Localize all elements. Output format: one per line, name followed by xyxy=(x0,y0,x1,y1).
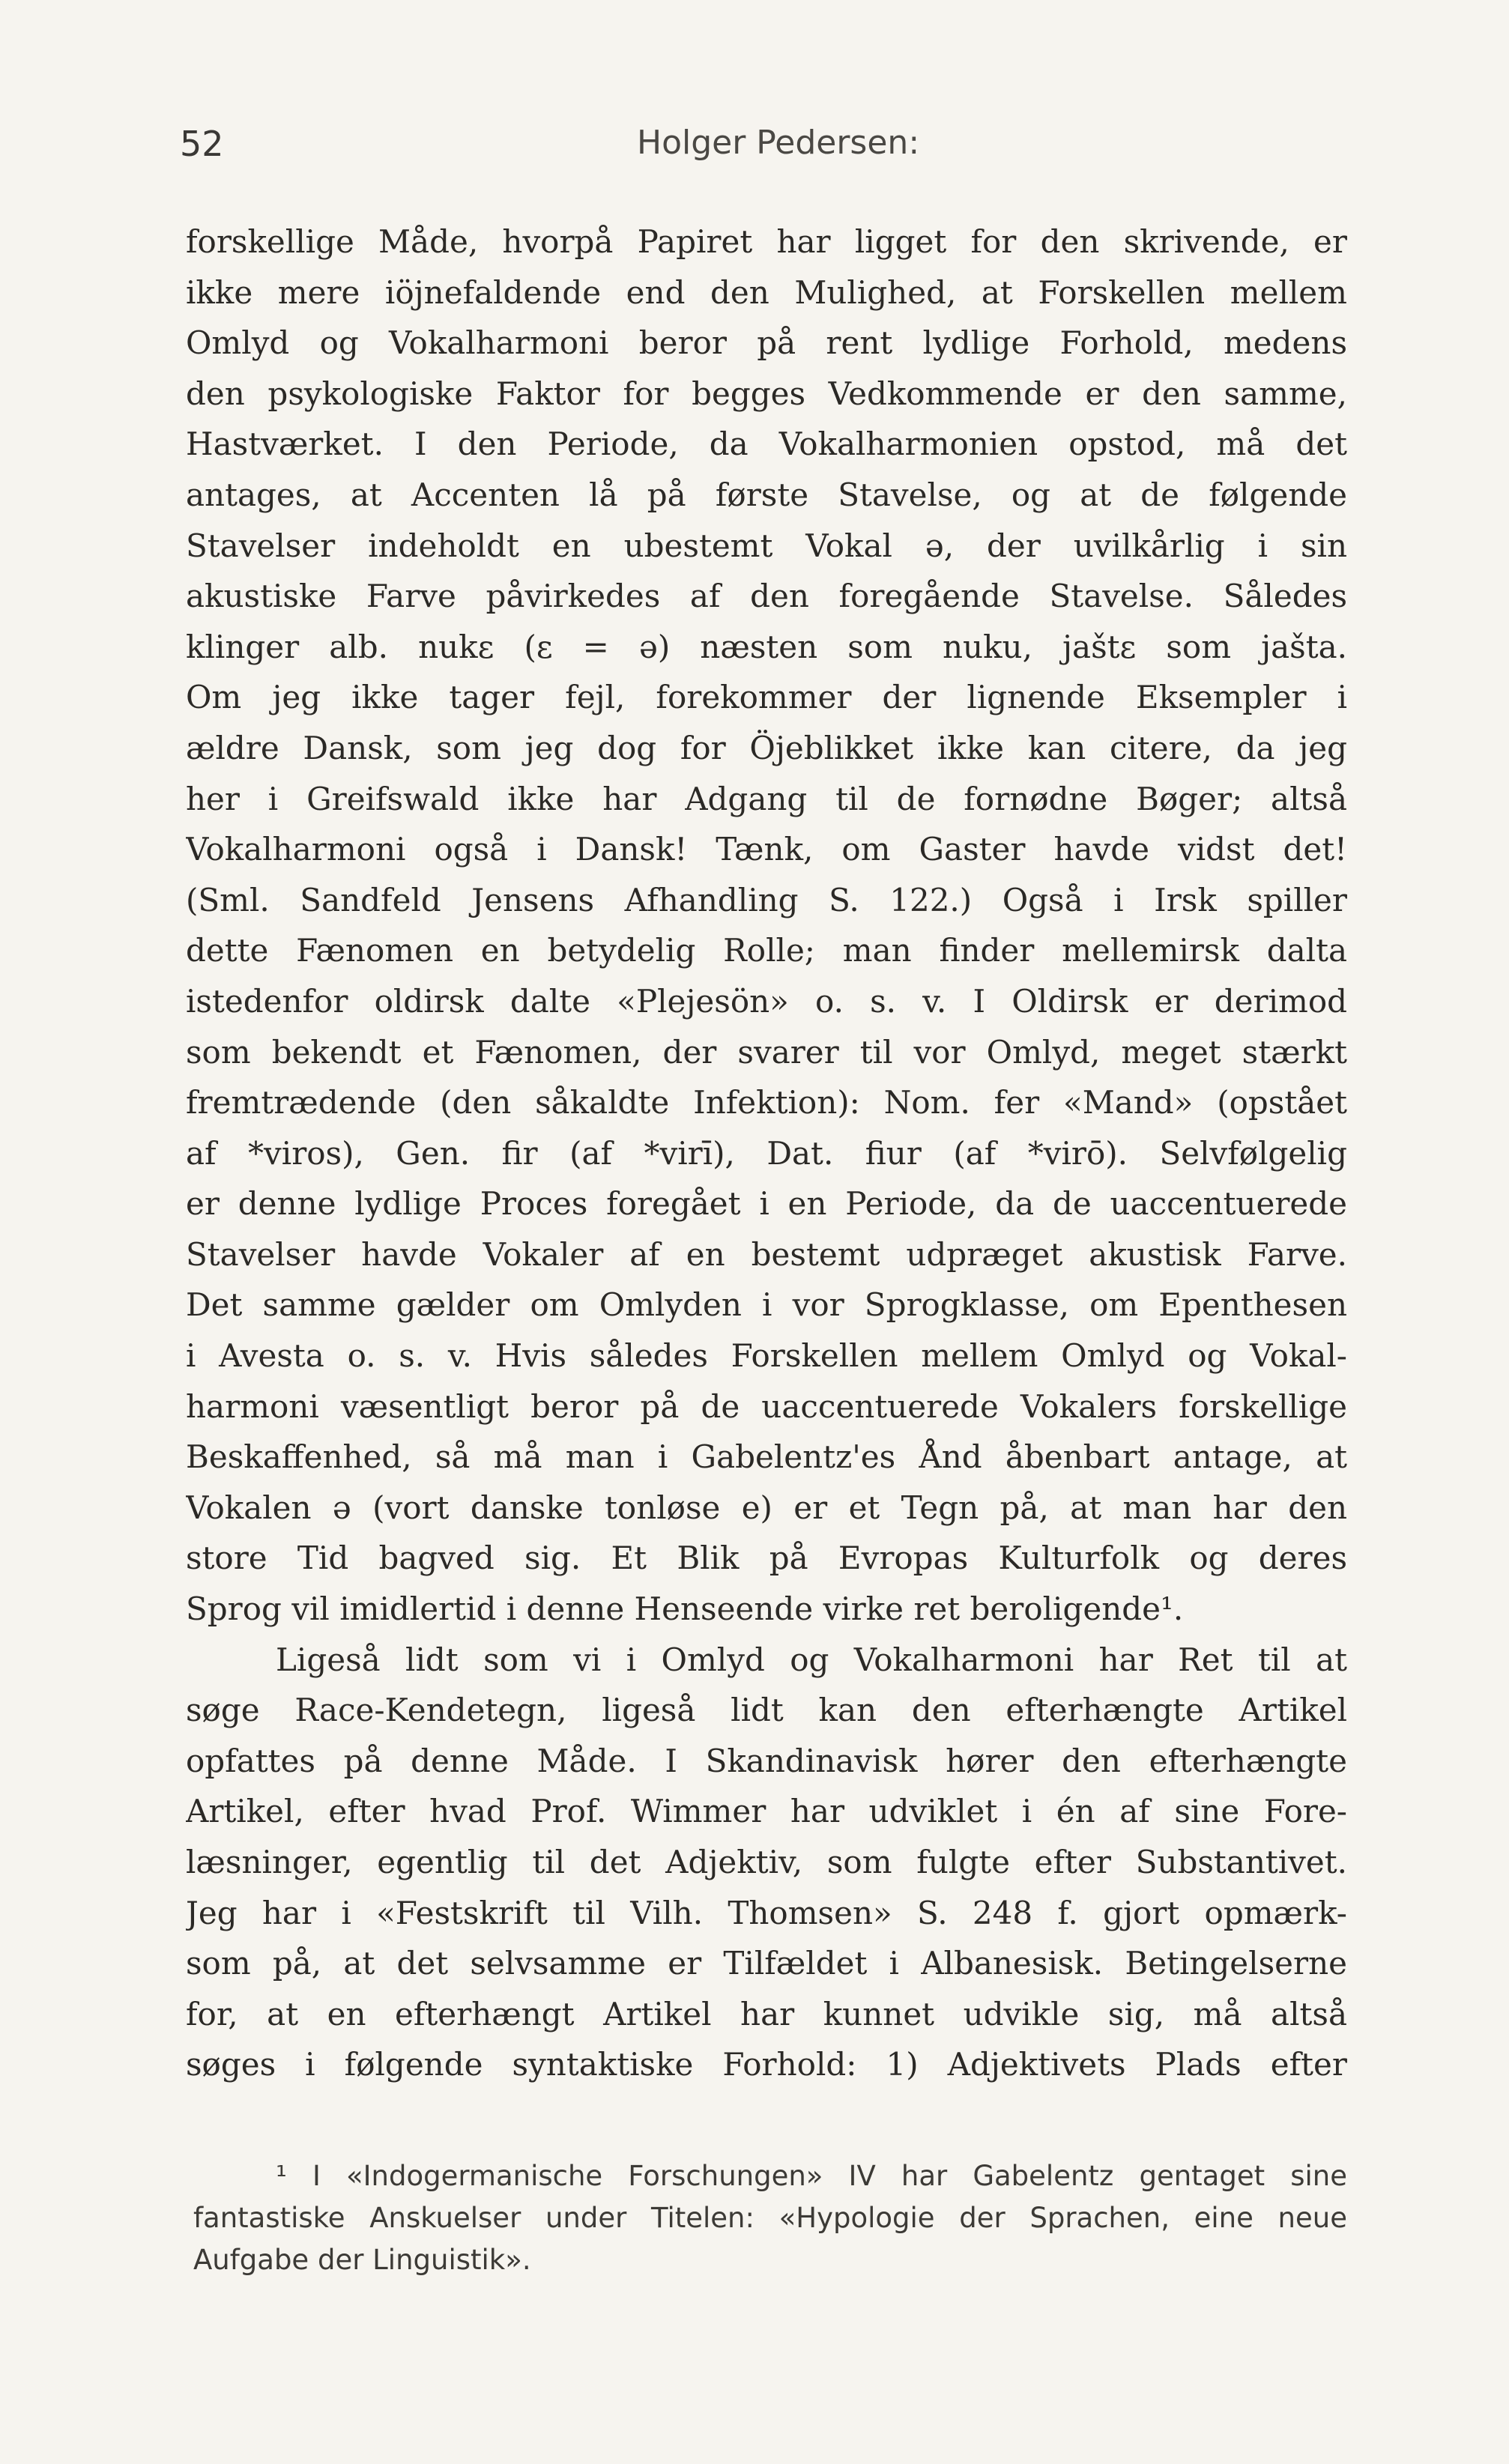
paragraph-end-line: Sprog vil imidlertid i denne Henseende virke ret beroligende¹. xyxy=(186,1590,1184,1628)
text-line: af *viros), Gen. fir (af *virī), Dat. fiur (af *virō). Selvfølgelig xyxy=(186,1134,1347,1172)
text-line: søges i følgende syntaktiske Forhold: 1) Adjektivets Plads efter xyxy=(186,2046,1347,2083)
paragraph-start-line: Ligeså lidt som vi i Omlyd og Vokalharmoni har Ret til at xyxy=(276,1641,1347,1678)
text-line: (Sml. Sandfeld Jensens Afhandling S. 122.) Også i Irsk spiller xyxy=(186,881,1347,918)
body-text xyxy=(186,217,1347,2090)
footnote-separator xyxy=(186,2126,1347,2127)
text-line: Det samme gælder om Omlyden i vor Sprogklasse, om Epenthesen xyxy=(186,1286,1347,1324)
footnote xyxy=(193,2155,1347,2281)
text-line: Jeg har i «Festskrift til Vilh. Thomsen» S. 248 f. gjort opmærk- xyxy=(186,1894,1347,1931)
text-line: antages, at Accenten lå på første Stavelse, og at de følgende xyxy=(186,476,1347,513)
text-line: søge Race-Kendetegn, ligeså lidt kan den efterhængte Artikel xyxy=(186,1692,1347,1729)
page-header xyxy=(0,124,1509,176)
text-line: istedenfor oldirsk dalte «Plejesön» o. s. v. I Oldirsk er derimod xyxy=(186,982,1347,1020)
text-line: her i Greifswald ikke har Adgang til de fornødne Bøger; altså xyxy=(186,780,1347,817)
text-line: forskellige Måde, hvorpå Papiret har ligget for den skrivende, er xyxy=(186,223,1347,260)
text-line: Beskaffenhed, så må man i Gabelentz'es Ånd åbenbart antage, at xyxy=(186,1438,1347,1476)
text-line: den psykologiske Faktor for begges Vedkommende er den samme, xyxy=(186,375,1347,412)
text-line: er denne lydlige Proces foregået i en Periode, da de uaccentuerede xyxy=(186,1185,1347,1223)
text-line: for, at en efterhængt Artikel har kunnet udvikle sig, må altså xyxy=(186,1995,1347,2032)
text-line: Omlyd og Vokalharmoni beror på rent lydlige Forhold, medens xyxy=(186,324,1347,362)
text-line: Stavelser havde Vokaler af en bestemt udpræget akustisk Farve. xyxy=(186,1235,1347,1273)
running-head: Holger Pedersen: xyxy=(637,124,920,162)
text-line: Artikel, efter hvad Prof. Wimmer har udviklet i én af sine Fore- xyxy=(186,1793,1347,1830)
text-line: ældre Dansk, som jeg dog for Öjeblikket ikke kan citere, da jeg xyxy=(186,729,1347,766)
text-line: store Tid bagved sig. Et Blik på Evropas Kulturfolk og deres xyxy=(186,1540,1347,1577)
footnote-line: fantastiske Anskuelser under Titelen: «Hypologie der Sprachen, eine neue xyxy=(193,2202,1347,2234)
text-line: dette Fænomen en betydelig Rolle; man finder mellemirsk dalta xyxy=(186,932,1347,969)
text-line: akustiske Farve påvirkedes af den foregående Stavelse. Således xyxy=(186,578,1347,615)
text-line: opfattes på denne Måde. I Skandinavisk hører den efterhængte xyxy=(186,1742,1347,1779)
page-number: 52 xyxy=(180,124,224,164)
text-line: klinger alb. nukε (ε = ə) næsten som nuku, jaštε som jašta. xyxy=(186,628,1347,665)
text-line: som på, at det selvsamme er Tilfældet i Albanesisk. Betingelserne xyxy=(186,1945,1347,1982)
text-line: harmoni væsentligt beror på de uaccentuerede Vokalers forskellige xyxy=(186,1387,1347,1425)
text-line: fremtrædende (den såkaldte Infektion): Nom. fer «Mand» (opstået xyxy=(186,1084,1347,1121)
text-line: Vokalharmoni også i Dansk! Tænk, om Gaster havde vidst det! xyxy=(186,831,1347,868)
text-line: Stavelser indeholdt en ubestemt Vokal ə, der uvilkårlig i sin xyxy=(186,527,1347,564)
footnote-line: Aufgabe der Linguistik». xyxy=(193,2244,531,2276)
text-line: Om jeg ikke tager fejl, forekommer der lignende Eksempler i xyxy=(186,679,1347,716)
text-line: læsninger, egentlig til det Adjektiv, som fulgte efter Substantivet. xyxy=(186,1844,1347,1880)
text-line: Hastværket. I den Periode, da Vokalharmonien opstod, må det xyxy=(186,426,1347,463)
text-line: Vokalen ə (vort danske tonløse e) er et Tegn på, at man har den xyxy=(186,1489,1347,1526)
text-line: i Avesta o. s. v. Hvis således Forskellen mellem Omlyd og Vokal- xyxy=(186,1337,1347,1375)
text-line: som bekendt et Fænomen, der svarer til vor Omlyd, meget stærkt xyxy=(186,1033,1347,1071)
text-line: ikke mere iöjnefaldende end den Mulighed, at Forskellen mellem xyxy=(186,273,1347,311)
footnote-line: ¹ I «Indogermanische Forschungen» IV har Gabelentz gentaget sine xyxy=(276,2160,1347,2192)
